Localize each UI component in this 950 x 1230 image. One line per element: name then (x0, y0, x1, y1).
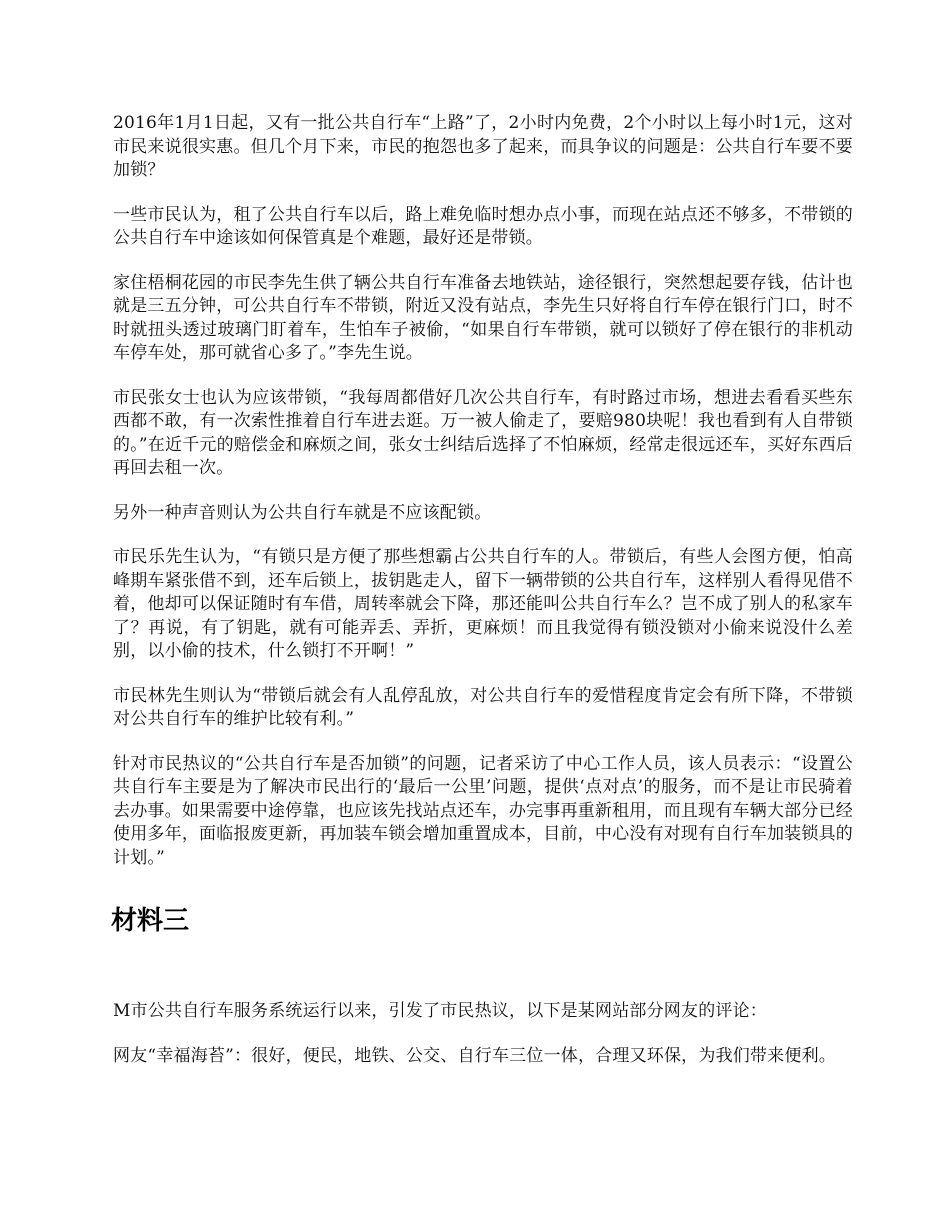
paragraph-mr-le: 市民乐先生认为，“有锁只是方便了那些想霸占公共自行车的人。带锁后，有些人会图方便，怕高峰期车紧张借不到，还车后锁上，拔钥匙走人，留下一辆带锁的公共自行车，这样别人看得见借不着，他却可以保证随时有车借，周转率就会下降，那还能叫公共自行车么？岂不成了别人的私家车了？再说，有了钥匙，就有可能弄丢、弄折，更麻烦！而且我觉得有锁没锁对小偷来说没什么差别，以小偷的技术，什么锁打不开啊！” (113, 547, 853, 661)
paragraph-intro: 2016年1月1日起，又有一批公共自行车“上路”了，2小时内免费，2个小时以上每小时1元，这对市民来说很实惠。但几个月下来，市民的抱怨也多了起来，而具争议的问题是：公共自行车要不要加锁？ (113, 113, 853, 180)
document-page (113, 112, 853, 1089)
paragraph-mr-lin: 市民林先生则认为“带锁后就会有人乱停乱放，对公共自行车的爱惜程度肯定会有所下降，不带锁对公共自行车的维护比较有利。” (113, 685, 853, 729)
paragraph-ms-zhang: 市民张女士也认为应该带锁，“我每周都借好几次公共自行车，有时路过市场，想进去看看买些东西都不敢，有一次索性推着自行车进去逛。万一被人偷走了，要赔980块呢！我也看到有人自带锁的。”在近千元的赔偿金和麻烦之间，张女士纠结后选择了不怕麻烦，经常走很远还车，买好东西后再回去租一次。 (113, 387, 853, 478)
paragraph-m-city-intro: M市公共自行车服务系统运行以来，引发了市民热议，以下是某网站部分网友的评论： (113, 1001, 768, 1021)
paragraph-mr-li: 家住梧桐花园的市民李先生供了辆公共自行车准备去地铁站，途径银行，突然想起要存钱，估计也就是三五分钟，可公共自行车不带锁，附近又没有站点，李先生只好将自行车停在银行门口，时不时就扭头透过玻璃门盯着车，生怕车子被偷，“如果自行车带锁，就可以锁好了停在银行的非机动车停车处，那可就省心多了。”李先生说。 (113, 272, 853, 363)
material-three-body (113, 1000, 853, 1068)
paragraph-anti-lock-opinion: 另外一种声音则认为公共自行车就是不应该配锁。 (113, 502, 492, 523)
paragraph-center-staff: 针对市民热议的“公共自行车是否加锁”的问题，记者采访了中心工作人员，该人员表示：“设置公共自行车主要是为了解决市民出行的‘最后一公里’问题，提供‘点对点’的服务，而不是让市民骑着去办事。如果需要中途停靠，也应该先找站点还车，办完事再重新租用，而且现有车辆大部分已经使用多年，面临报废更新，再加装车锁会增加重置成本，目前，中心没有对现有自行车加装锁具的计划。” (113, 753, 853, 868)
material-two-body (113, 112, 853, 870)
section-heading-material-three: 材料三 (111, 906, 190, 936)
paragraph-netizen-comment: 网友“幸福海苔”：很好，便民，地铁、公交、自行车三位一体，合理又环保，为我们带来便利。 (113, 1045, 836, 1066)
paragraph-pro-lock-opinion: 一些市民认为，租了公共自行车以后，路上难免临时想办点小事，而现在站点还不够多，不带锁的公共自行车中途该如何保管真是个难题，最好还是带锁。 (113, 204, 853, 248)
